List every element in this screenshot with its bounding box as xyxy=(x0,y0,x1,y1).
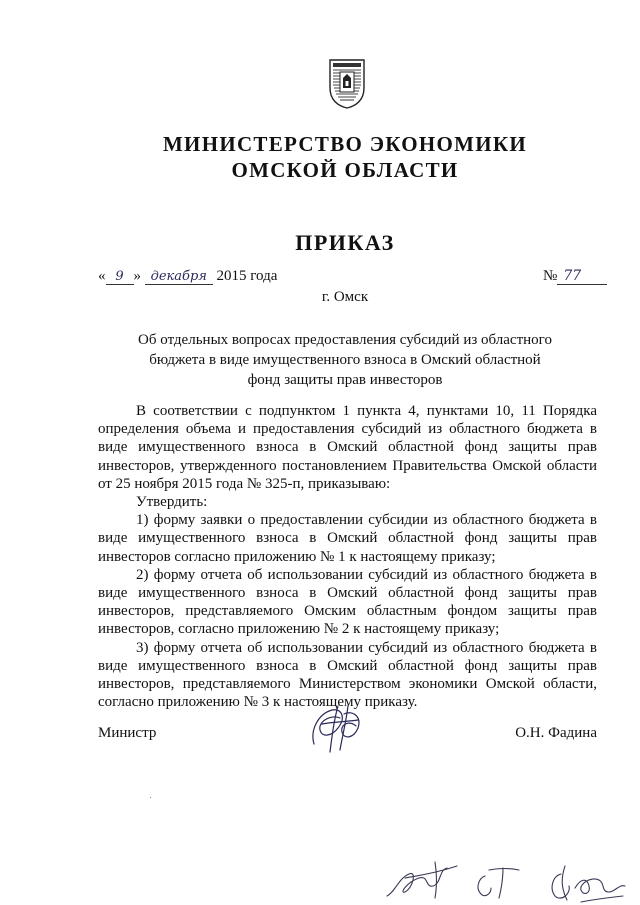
number-value: 77 xyxy=(557,268,607,285)
date-day: 9 xyxy=(106,269,134,285)
subject-line: фонд защиты прав инвесторов xyxy=(247,372,443,388)
item-2-paragraph: 2) форму отчета об использовании субсидий из областного бюджета в виде имущественного взноса в Омский областной фонд защиты прав инвесторов, представляемого Омским областным фондом защиты прав инвесторов, согласно приложению № 2 к настоящему приказу; xyxy=(98,566,597,638)
ministry-title-line1: МИНИСТЕРСТВО ЭКОНОМИКИ xyxy=(162,132,528,156)
order-number xyxy=(543,268,607,285)
subject-line: Об отдельных вопросах предоставления субсидий из областного xyxy=(138,332,552,348)
document-type-title: ПРИКАЗ xyxy=(295,230,395,255)
preamble-paragraph: В соответствии с подпунктом 1 пункта 4, пунктами 10, 11 Порядка определения объема и предоставления субсидий из областного бюджета в виде имущественного взноса в Омский областной фонд защиты прав инвесторов, утвержденного постановлением Правительства Омской области от 25 ноября 2015 года № 325-п, приказываю: xyxy=(98,403,597,492)
number-sign: № xyxy=(543,268,558,284)
date-month: декабря xyxy=(145,269,213,285)
handwritten-visas xyxy=(385,848,635,905)
approve-paragraph: Утвердить: xyxy=(136,494,208,511)
omsk-coat-of-arms-icon xyxy=(328,58,366,110)
date-year: 2015 года xyxy=(216,268,278,284)
order-date xyxy=(98,268,277,285)
order-body xyxy=(98,402,597,711)
handwritten-signature xyxy=(308,700,368,756)
date-quote-open: « xyxy=(98,268,106,284)
signer-name: О.Н. Фадина xyxy=(515,725,597,741)
subject-line: бюджета в виде имущественного взноса в Омский областной xyxy=(149,352,541,368)
scan-speck xyxy=(150,797,151,798)
order-subject xyxy=(0,330,640,390)
item-1-paragraph: 1) форму заявки о предоставлении субсидии из областного бюджета в виде имущественного взноса в Омский областной фонд защиты прав инвесторов согласно приложению № 1 к настоящему приказу; xyxy=(98,512,597,565)
city: г. Омск xyxy=(321,289,369,305)
signer-position: Министр xyxy=(98,725,157,741)
ministry-title-line2: ОМСКОЙ ОБЛАСТИ xyxy=(231,158,459,182)
date-quote-close: » xyxy=(133,268,141,284)
item-3-paragraph: 3) форму отчета об использовании субсидий из областного бюджета в виде имущественного взноса в Омский областной фонд защиты прав инвесторов, представляемого Министерством экономики Омской области, согласно приложению № 3 к настоящему приказу. xyxy=(98,639,597,711)
